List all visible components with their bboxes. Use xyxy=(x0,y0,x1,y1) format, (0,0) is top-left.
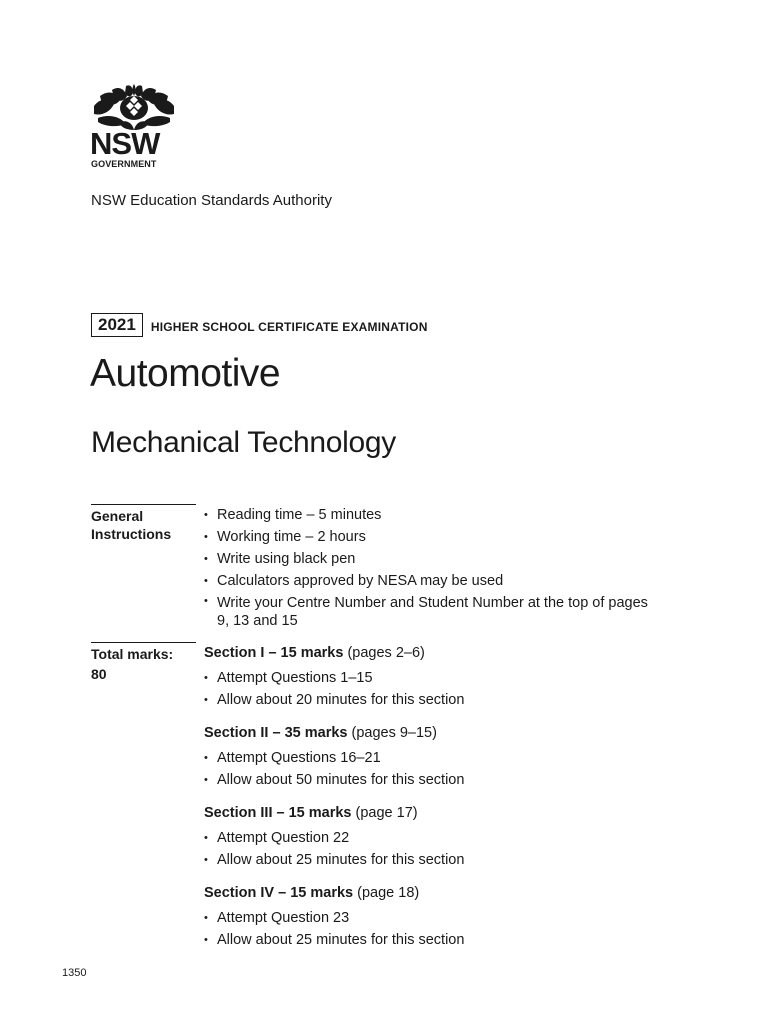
page-code: 1350 xyxy=(62,967,87,979)
section-heading: Section III – 15 marks (page 17) xyxy=(204,805,418,821)
list-item: • Working time – 2 hours xyxy=(204,526,657,548)
list-item: • Allow about 25 minutes for this section xyxy=(204,849,464,871)
subject-title: Automotive xyxy=(90,352,281,395)
section-heading: Section II – 35 marks (pages 9–15) xyxy=(204,725,437,741)
list-item: • Attempt Questions 16–21 xyxy=(204,747,464,769)
general-instructions-list xyxy=(204,504,657,632)
list-item: • Allow about 25 minutes for this section xyxy=(204,929,464,951)
list-item: • Attempt Question 23 xyxy=(204,907,464,929)
waratah-flower-icon xyxy=(90,84,178,130)
list-item: • Write using black pen xyxy=(204,548,657,570)
total-marks-label: Total marks: 80 xyxy=(91,646,174,682)
logo-subtext: GOVERNMENT xyxy=(91,159,157,169)
list-item: • Attempt Questions 1–15 xyxy=(204,667,464,689)
exam-header xyxy=(91,313,428,337)
divider-rule xyxy=(91,504,196,505)
section-block xyxy=(204,802,464,871)
list-item: • Allow about 20 minutes for this section xyxy=(204,689,464,711)
list-item: • Calculators approved by NESA may be used xyxy=(204,570,657,592)
exam-title: HIGHER SCHOOL CERTIFICATE EXAMINATION xyxy=(150,319,428,334)
general-instructions-label: General Instructions xyxy=(91,508,172,542)
exam-year-badge: 2021 xyxy=(91,313,143,337)
list-item: • Write your Centre Number and Student Number at the top of pages 9, 13 and 15 xyxy=(204,592,657,632)
nsw-government-logo xyxy=(90,84,180,174)
divider-rule xyxy=(91,642,196,643)
section-block xyxy=(204,882,464,951)
sections-list xyxy=(204,642,464,962)
list-item: • Allow about 50 minutes for this section xyxy=(204,769,464,791)
logo-wordmark: NSW xyxy=(90,126,160,161)
section-heading: Section IV – 15 marks (page 18) xyxy=(204,885,420,901)
list-item: • Attempt Question 22 xyxy=(204,827,464,849)
list-item: • Reading time – 5 minutes xyxy=(204,504,657,526)
subject-subtitle: Mechanical Technology xyxy=(91,426,397,459)
issuing-authority: NSW Education Standards Authority xyxy=(91,192,332,209)
section-block xyxy=(204,722,464,791)
section-heading: Section I – 15 marks (pages 2–6) xyxy=(204,645,425,661)
section-block xyxy=(204,642,464,711)
